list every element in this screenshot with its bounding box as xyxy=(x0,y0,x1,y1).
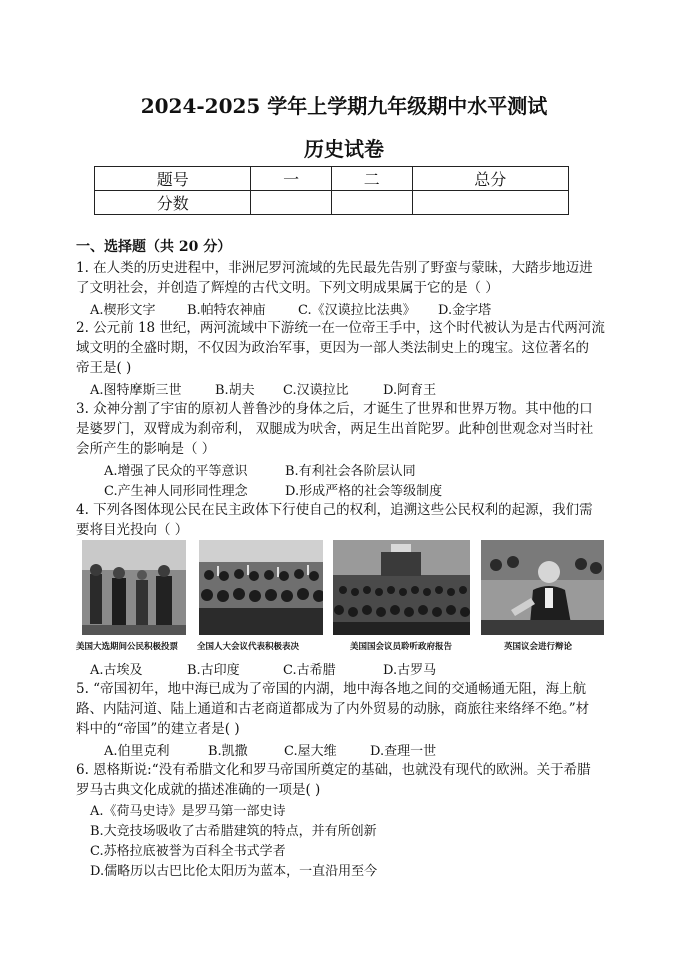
photo-npc-voting xyxy=(199,540,323,635)
exam-subtitle: 历史试卷 xyxy=(304,137,384,161)
q3-option-d: D.形成严格的社会等级制度 xyxy=(285,484,443,499)
question-2-line: 2. 公元前 18 世纪，两河流域中下游统一在一位帝王手中，这个时代被认为是古代两河流 xyxy=(76,320,605,336)
question-6-line: 罗马古典文化成就的描述准确的一项是( ) xyxy=(76,782,321,798)
q1-option-b: B.帕特农神庙 xyxy=(187,303,266,318)
score-header-cell: 总分 xyxy=(412,167,568,191)
question-1-line: 1. 在人类的历史进程中，非洲尼罗河流域的先民最先告别了野蛮与蒙昧，大踏步地迈进 xyxy=(76,260,593,276)
q6-option-a: A.《荷马史诗》是罗马第一部史诗 xyxy=(90,804,286,819)
question-2-line: 域文明的全盛时期，不仅因为政治军事，更因为一部人类法制史上的瑰宝。这位著名的 xyxy=(76,340,589,356)
score-table xyxy=(94,166,569,215)
q5-option-a: A.伯里克利 xyxy=(104,744,170,759)
q5-option-d: D.查理一世 xyxy=(370,744,437,759)
score-header-cell: 题号 xyxy=(95,167,251,191)
question-3-line: 是婆罗门，双臂成为刹帝利， 双腿成为吠舍，两足生出首陀罗。此种创世观念对当时社 xyxy=(76,421,594,437)
question-2-line: 帝王是( ) xyxy=(76,360,132,376)
q5-option-b: B.凯撒 xyxy=(208,744,248,759)
q6-option-d: D.儒略历以古巴比伦太阳历为蓝本，一直沿用至今 xyxy=(90,864,378,879)
q4-option-a: A.古埃及 xyxy=(90,663,143,678)
q1-option-c: C.《汉谟拉比法典》 xyxy=(298,303,416,318)
score-cell xyxy=(412,191,568,215)
q3-option-a: A.增强了民众的平等意识 xyxy=(104,464,248,479)
question-1-line: 了文明社会，并创造了辉煌的古代文明。下列文明成果属于它的是（ ） xyxy=(76,280,499,296)
q5-option-c: C.屋大维 xyxy=(284,744,337,759)
photo-us-voting xyxy=(82,540,186,635)
score-table-header-row xyxy=(95,167,569,191)
question-4-line: 要将目光投向（ ） xyxy=(76,522,189,538)
q6-option-c: C.苏格拉底被誉为百科全书式学者 xyxy=(90,844,286,859)
score-header-cell: 一 xyxy=(251,167,332,191)
question-4-line: 4. 下列各图体现公民在民主政体下行使自己的权利，追溯这些公民权利的起源，我们需 xyxy=(76,502,593,518)
question-6-line: 6. 恩格斯说:“没有希腊文化和罗马帝国所奠定的基础，也就没有现代的欧洲。关于希腊 xyxy=(76,762,591,778)
photo-us-congress xyxy=(333,540,470,635)
q4-option-b: B.古印度 xyxy=(187,663,240,678)
q6-option-b: B.大竞技场吸收了古希腊建筑的特点，并有所创新 xyxy=(90,824,377,839)
q4-option-c: C.古希腊 xyxy=(283,663,336,678)
photo-uk-parliament xyxy=(481,540,604,635)
exam-title: 2024-2025 学年上学期九年级期中水平测试 xyxy=(140,94,548,118)
q3-option-c: C.产生神人同形同性理念 xyxy=(104,484,248,499)
q2-option-b: B.胡夫 xyxy=(215,383,255,398)
q1-option-a: A.楔形文字 xyxy=(90,303,156,318)
q3-option-b: B.有利社会各阶层认同 xyxy=(285,464,416,479)
question-5-line: 料中的“帝国”的建立者是( ) xyxy=(76,721,240,737)
score-header-cell: 二 xyxy=(331,167,412,191)
q2-option-c: C.汉谟拉比 xyxy=(283,383,349,398)
photo-caption: 全国人大会议代表积极表决 xyxy=(197,642,300,652)
q1-option-d: D.金字塔 xyxy=(438,303,492,318)
question-3-line: 3. 众神分割了宇宙的原初人普鲁沙的身体之后，才诞生了世界和世界万物。其中他的口 xyxy=(76,401,593,417)
photo-caption: 美国大选期间公民积极投票 xyxy=(76,642,179,652)
q2-option-a: A.图特摩斯三世 xyxy=(90,383,182,398)
score-row-label: 分数 xyxy=(95,191,251,215)
q2-option-d: D.阿育王 xyxy=(383,383,437,398)
photo-caption: 英国议会进行辩论 xyxy=(504,642,573,652)
photo-caption: 美国国会议员聆听政府报告 xyxy=(350,642,453,652)
section-heading: 一、选择题（共 20 分） xyxy=(76,239,232,255)
question-5-line: 路、内陆河道、陆上通道和古老商道都成为了内外贸易的动脉，商旅往来络绎不绝。”材 xyxy=(76,701,590,717)
score-table-score-row xyxy=(95,191,569,215)
question-5-line: 5. “帝国初年，地中海已成为了帝国的内湖，地中海各地之间的交通畅通无阻，海上航 xyxy=(76,681,587,697)
score-cell xyxy=(251,191,332,215)
question-3-line: 会所产生的影响是（ ） xyxy=(76,441,216,457)
q4-option-d: D.古罗马 xyxy=(383,663,437,678)
score-cell xyxy=(331,191,412,215)
